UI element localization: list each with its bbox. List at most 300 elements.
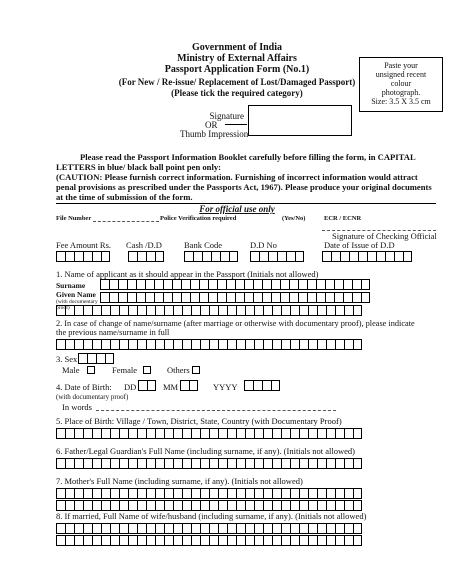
char-box[interactable] <box>236 500 245 511</box>
char-box[interactable] <box>271 279 280 290</box>
char-box[interactable] <box>226 279 235 290</box>
char-box[interactable] <box>335 523 344 534</box>
char-box[interactable] <box>164 458 173 469</box>
char-box[interactable] <box>299 305 308 316</box>
char-box[interactable] <box>146 488 155 499</box>
char-box[interactable] <box>182 488 191 499</box>
char-box[interactable] <box>263 305 272 316</box>
place-of-birth-grid[interactable] <box>56 428 362 439</box>
char-box[interactable] <box>271 292 280 303</box>
char-box[interactable] <box>290 523 299 534</box>
char-box[interactable] <box>163 292 172 303</box>
char-box[interactable] <box>299 523 308 534</box>
char-box[interactable] <box>209 500 218 511</box>
char-box[interactable] <box>173 523 182 534</box>
char-box[interactable] <box>146 339 155 350</box>
char-box[interactable] <box>236 305 245 316</box>
char-box[interactable] <box>83 339 92 350</box>
char-box[interactable] <box>164 339 173 350</box>
char-box[interactable] <box>208 279 217 290</box>
char-box[interactable] <box>218 488 227 499</box>
char-box[interactable] <box>353 458 362 469</box>
char-box[interactable] <box>155 488 164 499</box>
char-box[interactable] <box>56 339 65 350</box>
char-box[interactable] <box>344 458 353 469</box>
char-box[interactable] <box>110 535 119 546</box>
char-box[interactable] <box>326 523 335 534</box>
cash-dd-boxes[interactable] <box>128 251 164 262</box>
char-box[interactable] <box>227 500 236 511</box>
char-box[interactable] <box>280 279 289 290</box>
char-box[interactable] <box>335 339 344 350</box>
char-box[interactable] <box>316 279 325 290</box>
char-box[interactable] <box>263 500 272 511</box>
char-box[interactable] <box>191 305 200 316</box>
char-box[interactable] <box>155 428 164 439</box>
char-box[interactable] <box>137 523 146 534</box>
char-box[interactable] <box>227 535 236 546</box>
char-box[interactable] <box>119 428 128 439</box>
char-box[interactable] <box>245 339 254 350</box>
char-box[interactable] <box>281 458 290 469</box>
char-box[interactable] <box>353 535 362 546</box>
char-box[interactable] <box>191 535 200 546</box>
char-box[interactable] <box>110 523 119 534</box>
char-box[interactable] <box>154 292 163 303</box>
char-box[interactable] <box>218 458 227 469</box>
char-box[interactable] <box>353 500 362 511</box>
char-box[interactable] <box>209 458 218 469</box>
mother-name-grid-2[interactable] <box>56 500 362 511</box>
char-box[interactable] <box>326 339 335 350</box>
char-box[interactable] <box>155 535 164 546</box>
char-box[interactable] <box>353 428 362 439</box>
char-box[interactable] <box>289 292 298 303</box>
char-box[interactable] <box>181 279 190 290</box>
char-box[interactable] <box>272 428 281 439</box>
dob-year-boxes[interactable] <box>244 380 280 391</box>
char-box[interactable] <box>254 523 263 534</box>
char-box[interactable] <box>308 523 317 534</box>
char-box[interactable] <box>307 279 316 290</box>
char-box[interactable] <box>136 279 145 290</box>
char-box[interactable] <box>74 428 83 439</box>
char-box[interactable] <box>83 500 92 511</box>
char-box[interactable] <box>101 523 110 534</box>
char-box[interactable] <box>155 500 164 511</box>
char-box[interactable] <box>245 305 254 316</box>
female-checkbox[interactable] <box>143 366 151 374</box>
char-box[interactable] <box>299 488 308 499</box>
char-box[interactable] <box>83 458 92 469</box>
char-box[interactable] <box>290 458 299 469</box>
char-box[interactable] <box>56 535 65 546</box>
char-box[interactable] <box>173 535 182 546</box>
char-box[interactable] <box>325 279 334 290</box>
char-box[interactable] <box>137 458 146 469</box>
char-box[interactable] <box>308 500 317 511</box>
char-box[interactable] <box>218 523 227 534</box>
char-box[interactable] <box>317 500 326 511</box>
char-box[interactable] <box>137 488 146 499</box>
char-box[interactable] <box>281 339 290 350</box>
char-box[interactable] <box>128 500 137 511</box>
char-box[interactable] <box>191 428 200 439</box>
photo-box[interactable] <box>359 57 443 112</box>
char-box[interactable] <box>101 305 110 316</box>
char-box[interactable] <box>190 292 199 303</box>
char-box[interactable] <box>262 279 271 290</box>
char-box[interactable] <box>182 339 191 350</box>
char-box[interactable] <box>308 535 317 546</box>
char-box[interactable] <box>236 523 245 534</box>
char-box[interactable] <box>65 458 74 469</box>
char-box[interactable] <box>334 279 343 290</box>
char-box[interactable] <box>92 500 101 511</box>
char-box[interactable] <box>344 488 353 499</box>
char-box[interactable] <box>307 292 316 303</box>
char-box[interactable] <box>335 488 344 499</box>
char-box[interactable] <box>74 488 83 499</box>
char-box[interactable] <box>118 292 127 303</box>
char-box[interactable] <box>325 292 334 303</box>
char-box[interactable] <box>281 305 290 316</box>
char-box[interactable] <box>308 305 317 316</box>
char-box[interactable] <box>227 305 236 316</box>
char-box[interactable] <box>299 500 308 511</box>
char-box[interactable] <box>128 428 137 439</box>
char-box[interactable] <box>343 292 352 303</box>
char-box[interactable] <box>335 500 344 511</box>
char-box[interactable] <box>173 458 182 469</box>
char-box[interactable] <box>344 535 353 546</box>
char-box[interactable] <box>146 535 155 546</box>
char-box[interactable] <box>272 339 281 350</box>
char-box[interactable] <box>263 458 272 469</box>
char-box[interactable] <box>218 535 227 546</box>
char-box[interactable] <box>326 535 335 546</box>
char-box[interactable] <box>109 279 118 290</box>
char-box[interactable] <box>110 488 119 499</box>
char-box[interactable] <box>155 339 164 350</box>
char-box[interactable] <box>137 339 146 350</box>
char-box[interactable] <box>290 428 299 439</box>
char-box[interactable] <box>181 292 190 303</box>
char-box[interactable] <box>344 428 353 439</box>
char-box[interactable] <box>65 488 74 499</box>
char-box[interactable] <box>290 535 299 546</box>
char-box[interactable] <box>254 305 263 316</box>
char-box[interactable] <box>56 488 65 499</box>
char-box[interactable] <box>352 279 361 290</box>
char-box[interactable] <box>209 339 218 350</box>
char-box[interactable] <box>190 279 199 290</box>
char-box[interactable] <box>244 292 253 303</box>
char-box[interactable] <box>326 500 335 511</box>
char-box[interactable] <box>128 488 137 499</box>
char-box[interactable] <box>254 500 263 511</box>
char-box[interactable] <box>182 428 191 439</box>
char-box[interactable] <box>335 305 344 316</box>
char-box[interactable] <box>326 458 335 469</box>
char-box[interactable] <box>136 292 145 303</box>
char-box[interactable] <box>335 458 344 469</box>
char-box[interactable] <box>236 428 245 439</box>
char-box[interactable] <box>137 500 146 511</box>
char-box[interactable] <box>137 305 146 316</box>
char-box[interactable] <box>280 292 289 303</box>
char-box[interactable] <box>164 305 173 316</box>
char-box[interactable] <box>227 339 236 350</box>
char-box[interactable] <box>299 428 308 439</box>
char-box[interactable] <box>92 305 101 316</box>
fee-amount-boxes[interactable] <box>56 251 110 262</box>
char-box[interactable] <box>74 305 83 316</box>
char-box[interactable] <box>56 428 65 439</box>
char-box[interactable] <box>83 523 92 534</box>
char-box[interactable] <box>334 292 343 303</box>
char-box[interactable] <box>299 458 308 469</box>
char-box[interactable] <box>145 292 154 303</box>
char-box[interactable] <box>164 535 173 546</box>
char-box[interactable] <box>191 523 200 534</box>
char-box[interactable] <box>317 488 326 499</box>
char-box[interactable] <box>65 305 74 316</box>
char-box[interactable] <box>172 292 181 303</box>
spouse-name-grid-1[interactable] <box>56 523 362 534</box>
char-box[interactable] <box>128 523 137 534</box>
char-box[interactable] <box>335 535 344 546</box>
char-box[interactable] <box>299 339 308 350</box>
char-box[interactable] <box>92 488 101 499</box>
char-box[interactable] <box>272 523 281 534</box>
char-box[interactable] <box>65 535 74 546</box>
char-box[interactable] <box>92 458 101 469</box>
char-box[interactable] <box>128 458 137 469</box>
char-box[interactable] <box>65 523 74 534</box>
char-box[interactable] <box>101 339 110 350</box>
char-box[interactable] <box>74 500 83 511</box>
char-box[interactable] <box>74 458 83 469</box>
char-box[interactable] <box>218 500 227 511</box>
char-box[interactable] <box>173 488 182 499</box>
char-box[interactable] <box>218 428 227 439</box>
char-box[interactable] <box>236 488 245 499</box>
char-box[interactable] <box>263 339 272 350</box>
char-box[interactable] <box>263 488 272 499</box>
char-box[interactable] <box>308 488 317 499</box>
char-box[interactable] <box>101 458 110 469</box>
char-box[interactable] <box>299 535 308 546</box>
char-box[interactable] <box>317 305 326 316</box>
char-box[interactable] <box>173 500 182 511</box>
char-box[interactable] <box>218 339 227 350</box>
char-box[interactable] <box>74 523 83 534</box>
char-box[interactable] <box>119 523 128 534</box>
char-box[interactable] <box>254 458 263 469</box>
char-box[interactable] <box>100 279 109 290</box>
char-box[interactable] <box>137 535 146 546</box>
char-box[interactable] <box>182 523 191 534</box>
char-box[interactable] <box>199 279 208 290</box>
char-box[interactable] <box>317 535 326 546</box>
char-box[interactable] <box>262 292 271 303</box>
char-box[interactable] <box>200 339 209 350</box>
char-box[interactable] <box>56 523 65 534</box>
char-box[interactable] <box>289 279 298 290</box>
previous-name-grid[interactable] <box>56 339 362 350</box>
char-box[interactable] <box>254 428 263 439</box>
sex-grid[interactable] <box>78 353 114 364</box>
spouse-name-grid-2[interactable] <box>56 535 362 546</box>
char-box[interactable] <box>164 523 173 534</box>
char-box[interactable] <box>209 535 218 546</box>
char-box[interactable] <box>236 339 245 350</box>
char-box[interactable] <box>128 305 137 316</box>
char-box[interactable] <box>119 488 128 499</box>
char-box[interactable] <box>352 292 361 303</box>
char-box[interactable] <box>344 305 353 316</box>
char-box[interactable] <box>235 292 244 303</box>
char-box[interactable] <box>119 535 128 546</box>
male-checkbox[interactable] <box>87 366 95 374</box>
char-box[interactable] <box>146 523 155 534</box>
char-box[interactable] <box>227 458 236 469</box>
char-box[interactable] <box>110 458 119 469</box>
char-box[interactable] <box>110 339 119 350</box>
char-box[interactable] <box>263 523 272 534</box>
char-box[interactable] <box>281 428 290 439</box>
char-box[interactable] <box>74 535 83 546</box>
char-box[interactable] <box>208 292 217 303</box>
char-box[interactable] <box>128 535 137 546</box>
father-name-grid[interactable] <box>56 458 362 469</box>
char-box[interactable] <box>118 279 127 290</box>
char-box[interactable] <box>164 500 173 511</box>
char-box[interactable] <box>65 500 74 511</box>
char-box[interactable] <box>245 535 254 546</box>
char-box[interactable] <box>127 292 136 303</box>
char-box[interactable] <box>326 428 335 439</box>
char-box[interactable] <box>353 339 362 350</box>
char-box[interactable] <box>290 500 299 511</box>
char-box[interactable] <box>326 488 335 499</box>
char-box[interactable] <box>361 279 370 290</box>
char-box[interactable] <box>245 488 254 499</box>
char-box[interactable] <box>173 339 182 350</box>
char-box[interactable] <box>217 292 226 303</box>
char-box[interactable] <box>119 500 128 511</box>
char-box[interactable] <box>146 458 155 469</box>
char-box[interactable] <box>235 279 244 290</box>
char-box[interactable] <box>227 488 236 499</box>
char-box[interactable] <box>163 279 172 290</box>
char-box[interactable] <box>127 279 136 290</box>
char-box[interactable] <box>209 488 218 499</box>
char-box[interactable] <box>155 458 164 469</box>
char-box[interactable] <box>226 292 235 303</box>
char-box[interactable] <box>227 523 236 534</box>
char-box[interactable] <box>254 488 263 499</box>
char-box[interactable] <box>227 428 236 439</box>
char-box[interactable] <box>200 305 209 316</box>
char-box[interactable] <box>209 523 218 534</box>
char-box[interactable] <box>173 305 182 316</box>
char-box[interactable] <box>182 305 191 316</box>
char-box[interactable] <box>326 305 335 316</box>
in-words-line[interactable] <box>96 410 336 411</box>
given-name-grid[interactable] <box>100 292 370 303</box>
char-box[interactable] <box>245 523 254 534</box>
mother-name-grid-1[interactable] <box>56 488 362 499</box>
surname-grid[interactable] <box>100 279 370 290</box>
char-box[interactable] <box>317 339 326 350</box>
char-box[interactable] <box>317 523 326 534</box>
char-box[interactable] <box>344 500 353 511</box>
char-box[interactable] <box>245 500 254 511</box>
char-box[interactable] <box>281 488 290 499</box>
char-box[interactable] <box>200 428 209 439</box>
dd-no-boxes[interactable] <box>250 251 304 262</box>
char-box[interactable] <box>92 339 101 350</box>
bank-code-boxes[interactable] <box>184 251 238 262</box>
char-box[interactable] <box>191 500 200 511</box>
char-box[interactable] <box>101 535 110 546</box>
char-box[interactable] <box>254 535 263 546</box>
char-box[interactable] <box>272 488 281 499</box>
char-box[interactable] <box>245 458 254 469</box>
char-box[interactable] <box>209 305 218 316</box>
char-box[interactable] <box>182 535 191 546</box>
char-box[interactable] <box>298 292 307 303</box>
char-box[interactable] <box>83 428 92 439</box>
char-box[interactable] <box>245 428 254 439</box>
char-box[interactable] <box>110 305 119 316</box>
char-box[interactable] <box>101 500 110 511</box>
char-box[interactable] <box>272 500 281 511</box>
char-box[interactable] <box>335 428 344 439</box>
char-box[interactable] <box>272 305 281 316</box>
char-box[interactable] <box>200 458 209 469</box>
char-box[interactable] <box>155 305 164 316</box>
char-box[interactable] <box>281 535 290 546</box>
char-box[interactable] <box>172 279 181 290</box>
char-box[interactable] <box>253 279 262 290</box>
char-box[interactable] <box>308 428 317 439</box>
char-box[interactable] <box>137 428 146 439</box>
char-box[interactable] <box>209 428 218 439</box>
char-box[interactable] <box>236 458 245 469</box>
given-name-grid-2[interactable] <box>56 305 362 316</box>
char-box[interactable] <box>146 500 155 511</box>
char-box[interactable] <box>254 339 263 350</box>
char-box[interactable] <box>101 488 110 499</box>
char-box[interactable] <box>317 428 326 439</box>
char-box[interactable] <box>182 500 191 511</box>
char-box[interactable] <box>236 535 245 546</box>
char-box[interactable] <box>173 428 182 439</box>
char-box[interactable] <box>109 292 118 303</box>
char-box[interactable] <box>272 535 281 546</box>
char-box[interactable] <box>290 488 299 499</box>
dob-month-boxes[interactable] <box>180 380 198 391</box>
char-box[interactable] <box>92 535 101 546</box>
char-box[interactable] <box>119 305 128 316</box>
char-box[interactable] <box>146 428 155 439</box>
dob-day-boxes[interactable] <box>138 380 156 391</box>
char-box[interactable] <box>308 458 317 469</box>
char-box[interactable] <box>316 292 325 303</box>
